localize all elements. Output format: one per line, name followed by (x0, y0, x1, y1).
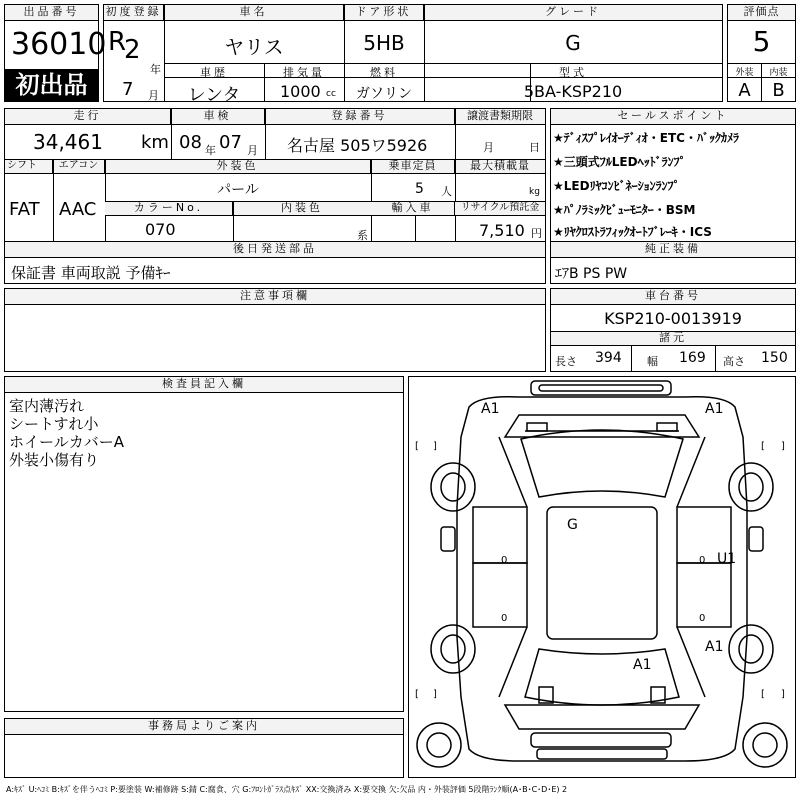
load-unit: kg (529, 187, 540, 197)
exterior-color: パール (217, 182, 259, 198)
reg-number: 名古屋 505ワ5926 (287, 136, 428, 155)
capacity-label: 乗車定員 (371, 160, 455, 174)
model-code: 5BA-KSP210 (523, 82, 623, 101)
fuel: ガソリン (356, 86, 412, 102)
door-label: ドア形状 (344, 5, 424, 21)
load-label: 最大積載量 (455, 160, 545, 174)
color-no: 070 (145, 220, 176, 239)
spec-label: 諸元 (551, 332, 795, 346)
import-label: 輸入車 (371, 202, 455, 216)
inspector-line: ホイールカバーA (9, 433, 124, 451)
svg-text:[: [ (761, 441, 765, 452)
score-box (727, 4, 796, 102)
svg-text:0: 0 (501, 613, 508, 624)
first-listing-badge: 初出品 (5, 69, 98, 101)
lot-number-label: 出品番号 (5, 5, 98, 21)
damage-mark: U1 (717, 551, 737, 567)
reg-year: 2 (124, 35, 141, 65)
sales-point-item: ★ﾘﾔｸﾛｽﾄﾗﾌｨｯｸｵｰﾄﾌﾞﾚｰｷ・ICS (553, 225, 712, 239)
reg-no-label: 登録番号 (265, 109, 455, 125)
legend: A:ｷｽﾞ U:ﾍｺﾐ B:ｷｽﾞを伴うﾍｺﾐ P:要塗装 W:補修跡 S:錆 C:腐食、穴 G:ﾌﾛﾝﾄｶﾞﾗｽ点ｷｽﾞ XX:交換済み X:要交換 欠:欠品 内・外装評価 5段階ﾗﾝｸ順(A･B･C･D･E) 2 (6, 785, 568, 794)
lot-number: 36010 (11, 27, 107, 62)
color-label: 外装色 (105, 160, 371, 174)
svg-text:[: [ (415, 689, 419, 700)
grade: G (565, 31, 581, 55)
fuel-label: 燃料 (370, 66, 398, 79)
int-color-label: 内装色 (233, 202, 371, 216)
svg-text:]: ] (781, 689, 785, 700)
damage-mark: A1 (705, 639, 724, 655)
inspection-year-unit: 年 (205, 144, 216, 157)
office-box (4, 718, 404, 778)
svg-text:]: ] (433, 441, 437, 452)
width: 169 (679, 350, 706, 366)
inspector-line: 外装小傷有り (9, 451, 100, 469)
length: 394 (595, 350, 622, 366)
grade-label: グレード (424, 5, 722, 21)
chassis-number: KSP210-0013919 (604, 309, 742, 328)
door-type: 5HB (363, 31, 405, 55)
recycle-unit: 円 (531, 227, 542, 240)
car-name-label: 車名 (164, 5, 344, 21)
inspection-month-unit: 月 (247, 144, 258, 157)
damage-mark: G (567, 517, 578, 533)
equipment: ｴｱB PS PW (555, 266, 628, 282)
reg-year-unit: 年 (150, 63, 161, 76)
transfer-day-unit: 日 (529, 141, 540, 154)
ac: AAC (59, 199, 97, 220)
car-diagram (408, 376, 796, 778)
later-parts: 保証書 車両取説 予備ｷｰ (11, 264, 171, 282)
recycle-label: リサイクル預託金 (455, 202, 545, 216)
inspection-month: 07 (219, 132, 242, 153)
color-no-label: カラーNo. (105, 202, 233, 216)
ac-label: エアコン (53, 160, 105, 174)
damage-mark: A1 (481, 401, 500, 417)
mileage-label: 走行 (5, 109, 171, 125)
score-label: 評価点 (728, 5, 795, 21)
office-label: 事務局よりご案内 (5, 719, 403, 735)
svg-text:0: 0 (501, 555, 508, 566)
reg-month-unit: 月 (148, 89, 159, 102)
notes-box (4, 288, 546, 372)
mileage: 34,461 (33, 130, 103, 154)
sales-point-item: ★ﾊﾟﾉﾗﾐｯｸﾋﾞｭｰﾓﾆﾀｰ・BSM (553, 203, 696, 217)
transfer-label: 譲渡書類期限 (455, 109, 545, 125)
inspector-box (4, 376, 404, 712)
first-reg-label: 初度登録 (104, 5, 164, 21)
reg-month: 7 (122, 79, 134, 100)
recycle-amount: 7,510 (479, 221, 525, 240)
capacity: 5 (415, 181, 424, 197)
damage-mark: A1 (705, 401, 724, 417)
sales-point-item: ★三頭式ﾌﾙLEDﾍｯﾄﾞﾗﾝﾌﾟ (553, 155, 686, 169)
svg-text:[: [ (415, 441, 419, 452)
inspector-label: 検査員記入欄 (5, 377, 403, 393)
height: 150 (761, 350, 788, 366)
chassis-label: 車台番号 (551, 289, 795, 305)
svg-text:]: ] (433, 689, 437, 700)
length-label: 長さ (555, 355, 577, 368)
ext-grade: A (738, 80, 751, 101)
svg-text:0: 0 (699, 555, 706, 566)
int-color-unit: 系 (357, 229, 368, 242)
history: レンタ (187, 85, 241, 106)
int-label: 内装 (769, 68, 788, 78)
mileage-unit: km (141, 132, 169, 153)
ext-label: 外装 (735, 68, 754, 78)
svg-text:]: ] (781, 441, 785, 452)
displacement-unit: cc (326, 89, 336, 99)
transfer-month-unit: 月 (483, 141, 494, 154)
inspector-line: 室内薄汚れ (9, 397, 85, 415)
details-box (4, 108, 546, 284)
sales-points-label: セールスポイント (551, 109, 795, 125)
car-name: ヤリス (224, 35, 284, 59)
inspection-year: 08 (179, 132, 202, 153)
displacement-label: 排気量 (283, 66, 325, 79)
score: 5 (752, 25, 771, 58)
capacity-unit: 人 (441, 185, 452, 198)
sales-point-item: ★ﾃﾞｨｽﾌﾟﾚｲｵｰﾃﾞｨｵ・ETC・ﾊﾞｯｸｶﾒﾗ (553, 131, 739, 145)
displacement: 1000 (280, 82, 321, 101)
later-parts-label: 後日発送部品 (5, 242, 545, 258)
chassis-box (550, 288, 796, 372)
sales-points-box (550, 108, 796, 284)
lot-number-box (4, 4, 107, 102)
inspector-line: シートすれ小 (9, 415, 99, 433)
height-label: 高さ (723, 355, 745, 368)
history-label: 車歴 (200, 66, 228, 79)
shift: FAT (9, 199, 40, 220)
era: R (108, 27, 127, 57)
notes-label: 注意事項欄 (5, 289, 545, 305)
inspection-label: 車検 (171, 109, 265, 125)
svg-text:0: 0 (699, 613, 706, 624)
model-label: 型式 (559, 66, 587, 79)
car-outline (409, 377, 795, 777)
int-grade: B (772, 80, 785, 101)
damage-mark: A1 (633, 657, 652, 673)
shift-label: シフト (5, 160, 53, 174)
sales-point-item: ★LEDﾘﾔｺﾝﾋﾞﾈｰｼｮﾝﾗﾝﾌﾟ (553, 179, 680, 193)
svg-text:[: [ (761, 689, 765, 700)
width-label: 幅 (647, 355, 658, 368)
equipment-label: 純正装備 (551, 242, 795, 258)
vehicle-info-box (103, 4, 723, 106)
